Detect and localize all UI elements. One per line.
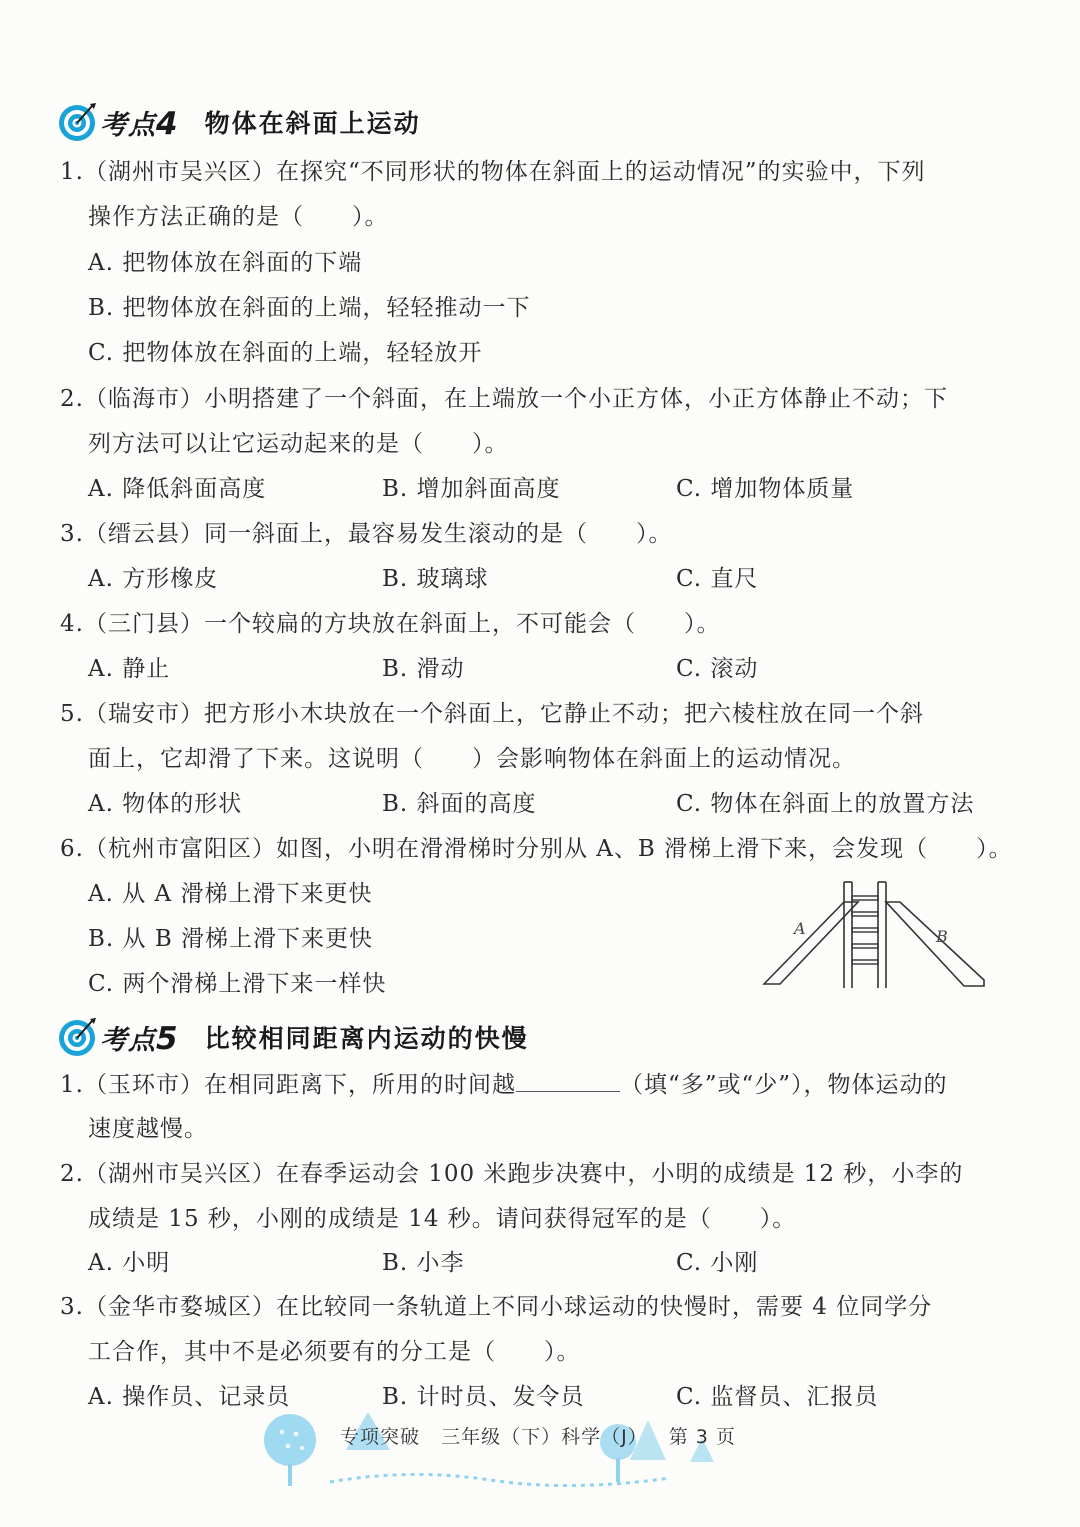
question-text: 1.（湖州市吴兴区）在探究“不同形状的物体在斜面上的运动情况”的实验中，下列	[60, 159, 926, 185]
section-label: 考点4	[100, 105, 179, 142]
question-text: 速度越慢。	[88, 1116, 208, 1142]
answer-blank[interactable]	[516, 1069, 620, 1092]
question-text: 工合作，其中不是必须要有的分工是（ ）。	[88, 1339, 581, 1365]
section-4-header	[56, 99, 421, 145]
option-c: C. 小刚	[676, 1250, 759, 1276]
question-text: 2.（临海市）小明搭建了一个斜面，在上端放一个小正方体，小正方体静止不动；下	[60, 386, 948, 412]
option-a: A. 小明	[88, 1250, 171, 1276]
question-text: 4.（三门县）一个较扁的方块放在斜面上，不可能会（ ）。	[60, 611, 721, 637]
slide-b	[886, 902, 984, 986]
option-a: A. 降低斜面高度	[88, 476, 267, 502]
target-icon	[56, 101, 98, 143]
section-title: 物体在斜面上运动	[204, 109, 421, 138]
slide-b-label: B	[936, 927, 948, 946]
option-a: A. 把物体放在斜面的下端	[88, 250, 363, 276]
option-c: C. 增加物体质量	[676, 476, 855, 502]
question-text: 面上，它却滑了下来。这说明（ ）会影响物体在斜面上的运动情况。	[88, 746, 856, 772]
question-text: 操作方法正确的是（ ）。	[88, 204, 389, 230]
option-c: C. 把物体放在斜面的上端，轻轻放开	[88, 340, 483, 366]
option-c: C. 直尺	[676, 566, 759, 592]
page-number: 第 3 页	[668, 1426, 736, 1448]
section-5-header	[56, 1014, 529, 1060]
question-text: 列方法可以让它运动起来的是（ ）。	[88, 431, 509, 457]
page-footer	[340, 1422, 750, 1449]
option-b: B. 增加斜面高度	[382, 476, 561, 502]
option-c: C. 物体在斜面上的放置方法	[676, 791, 975, 817]
target-icon	[56, 1016, 98, 1058]
option-b: B. 计时员、发令员	[382, 1384, 585, 1410]
option-a: A. 物体的形状	[88, 791, 243, 817]
footer-series: 专项突破	[340, 1426, 421, 1448]
option-c: C. 两个滑梯上滑下来一样快	[88, 971, 387, 997]
question-text: 3.（缙云县）同一斜面上，最容易发生滚动的是（ ）。	[60, 521, 673, 547]
option-b: B. 玻璃球	[382, 566, 489, 592]
section-label: 考点5	[100, 1020, 179, 1057]
option-a: A. 操作员、记录员	[88, 1384, 291, 1410]
slide-a-label: A	[794, 919, 806, 938]
option-b: B. 把物体放在斜面的上端，轻轻推动一下	[88, 295, 531, 321]
option-b: B. 滑动	[382, 656, 465, 682]
question-text: 2.（湖州市吴兴区）在春季运动会 100 米跑步决赛中，小明的成绩是 12 秒，小李的	[60, 1161, 964, 1187]
option-b: B. 从 B 滑梯上滑下来更快	[88, 926, 374, 952]
option-b: B. 斜面的高度	[382, 791, 537, 817]
footer-grade-subject: 三年级（下）科学（J）	[441, 1426, 648, 1448]
option-b: B. 小李	[382, 1250, 465, 1276]
option-c: C. 监督员、汇报员	[676, 1384, 879, 1410]
option-c: C. 滚动	[676, 656, 759, 682]
option-a: A. 从 A 滑梯上滑下来更快	[88, 881, 373, 907]
slide-figure	[760, 876, 990, 994]
question-text: 3.（金华市婺城区）在比较同一条轨道上不同小球运动的快慢时，需要 4 位同学分	[60, 1294, 933, 1320]
option-a: A. 方形橡皮	[88, 566, 219, 592]
question-text: 成绩是 15 秒，小刚的成绩是 14 秒。请问获得冠军的是（ ）。	[88, 1206, 797, 1232]
option-a: A. 静止	[88, 656, 171, 682]
question-text: 6.（杭州市富阳区）如图，小明在滑滑梯时分别从 A、B 滑梯上滑下来，会发现（ ）。	[60, 836, 1013, 862]
section-title: 比较相同距离内运动的快慢	[204, 1024, 529, 1053]
question-text: 5.（瑞安市）把方形小木块放在一个斜面上，它静止不动；把六棱柱放在同一个斜	[60, 701, 924, 727]
question-text: 1.（玉环市）在相同距离下，所用的时间越 （填“多”或“少”），物体运动的	[60, 1069, 948, 1100]
